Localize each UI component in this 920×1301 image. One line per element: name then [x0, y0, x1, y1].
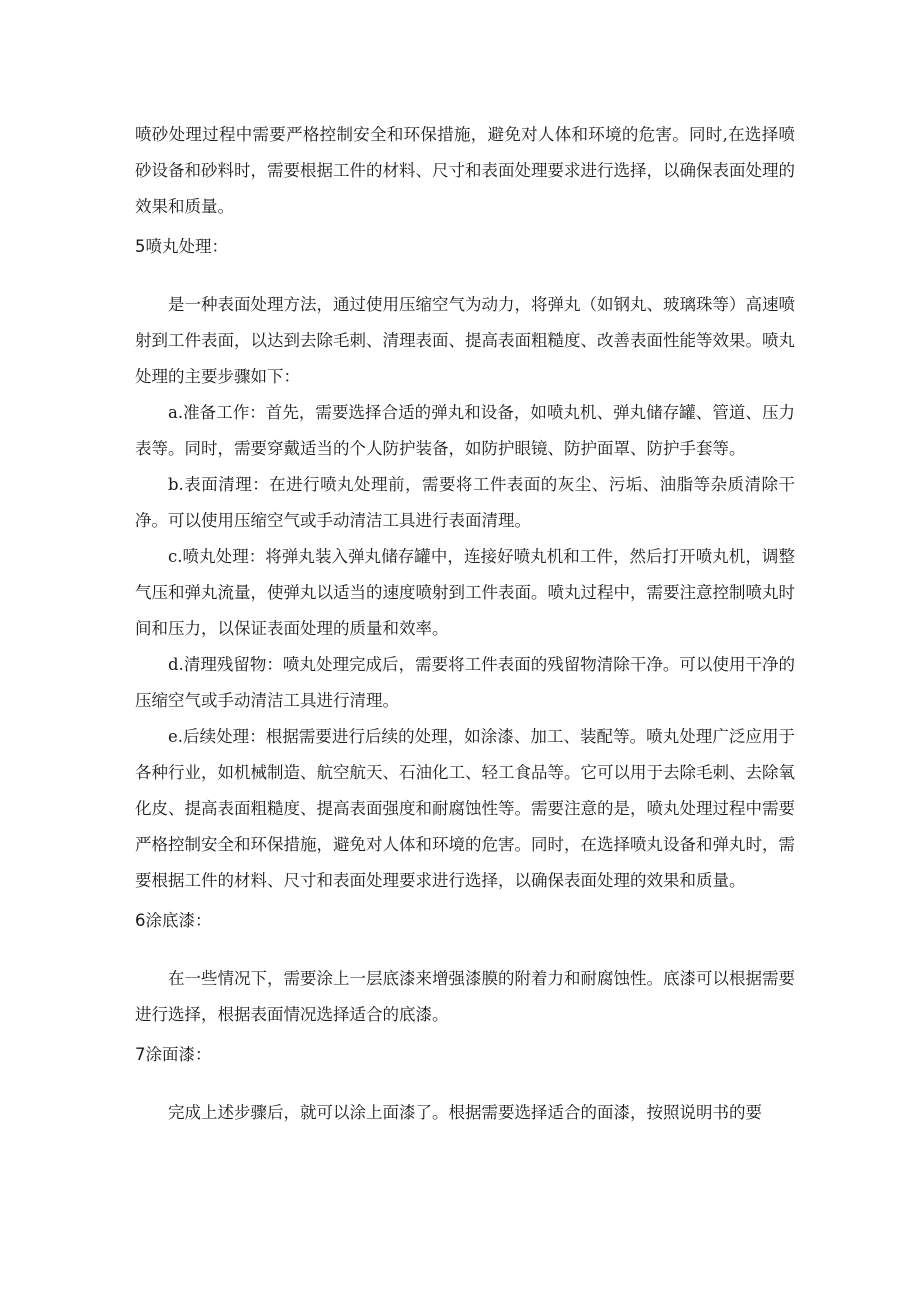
step-a-preparation: a.准备工作：首先，需要选择合适的弹丸和设备，如喷丸机、弹丸储存罐、管道、压力表等。同时，需要穿戴适当的个人防护装备，如防护眼镜、防护面罩、防护手套等。 [135, 403, 795, 458]
step-e-post-processing: e.后续处理：根据需要进行后续的处理，如涂漆、加工、装配等。喷丸处理广泛应用于各种行业，如机械制造、航空航天、石油化工、轻工食品等。它可以用于去除毛刺、去除氧化皮、提高表面粗糙度、提高表面强度和耐腐蚀性等。需要注意的是，喷丸处理过程中需要严格控制安全和环保措施，避免对人体和环境的危害。同时，在选择喷丸设备和弹丸时，需要根据工件的材料、尺寸和表面处理要求进行选择，以确保表面处理的效果和质量。 [135, 727, 795, 890]
paragraph-sandblast-safety: 喷砂处理过程中需要严格控制安全和环保措施，避免对人体和环境的危害。同时,在选择喷砂设备和砂料时，需要根据工件的材料、尺寸和表面处理要求进行选择，以确保表面处理的效果和质量。 [135, 125, 795, 216]
step-d-residue-cleaning: d.清理残留物：喷丸处理完成后，需要将工件表面的残留物清除干净。可以使用干净的压缩空气或手动清洁工具进行清理。 [135, 655, 795, 710]
step-b-surface-cleaning: b.表面清理：在进行喷丸处理前，需要将工件表面的灰尘、污垢、油脂等杂质清除干净。可以使用压缩空气或手动清洁工具进行表面清理。 [135, 475, 795, 530]
step-c-shot-peening: c.喷丸处理：将弹丸装入弹丸储存罐中，连接好喷丸机和工件，然后打开喷丸机，调整气压和弹丸流量，使弹丸以适当的速度喷射到工件表面。喷丸过程中，需要注意控制喷丸时间和压力，以保证表面处理的质量和效率。 [135, 547, 795, 638]
document-body [135, 117, 795, 1131]
heading-primer: 6涂底漆： [135, 911, 212, 930]
heading-topcoat: 7涂面漆： [135, 1045, 212, 1064]
paragraph-shot-peening-intro: 是一种表面处理方法，通过使用压缩空气为动力，将弹丸（如钢丸、玻璃珠等）高速喷射到工件表面，以达到去除毛刺、清理表面、提高表面粗糙度、改善表面性能等效果。喷丸处理的主要步骤如下： [135, 295, 795, 386]
paragraph-primer: 在一些情况下，需要涂上一层底漆来增强漆膜的附着力和耐腐蚀性。底漆可以根据需要进行选择，根据表面情况选择适合的底漆。 [135, 969, 795, 1024]
paragraph-topcoat: 完成上述步骤后，就可以涂上面漆了。根据需要选择适合的面漆，按照说明书的要 [168, 1103, 762, 1122]
heading-shot-peening: 5喷丸处理： [135, 237, 228, 256]
